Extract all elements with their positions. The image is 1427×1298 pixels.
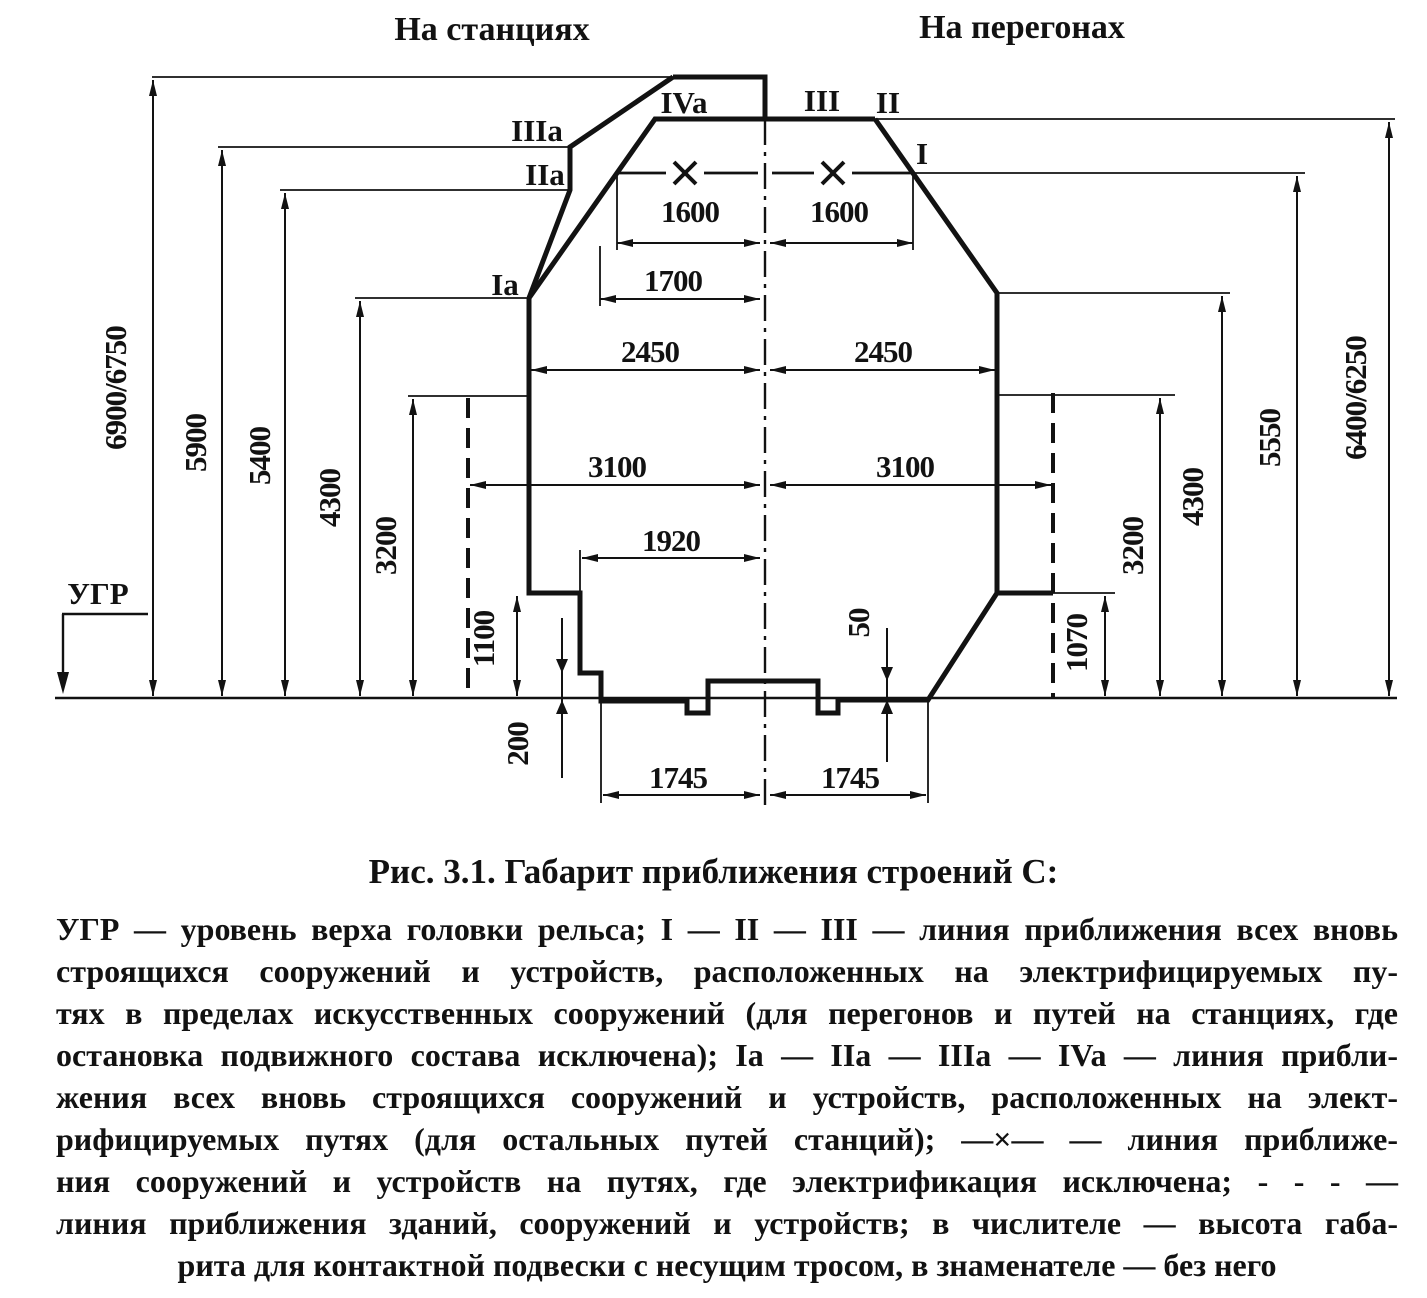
dim-1700: 1700 <box>644 263 702 298</box>
dim-1745-right: 1745 <box>821 760 879 795</box>
dim-1600-right: 1600 <box>810 194 868 229</box>
dim-1070: 1070 <box>1059 614 1094 672</box>
dim-3200-left: 3200 <box>368 517 403 575</box>
horizontal-dimension-labels <box>588 194 935 795</box>
legend-line: ния сооружений и устройств на путях, где электрификация исключена; - - - — <box>56 1163 1398 1199</box>
dim-1600-left: 1600 <box>661 194 719 229</box>
dim-4300-left: 4300 <box>312 469 347 527</box>
dim-6400-6250: 6400/6250 <box>1338 336 1373 460</box>
label-III: III <box>803 83 841 118</box>
dim-3100-left: 3100 <box>588 449 646 484</box>
x-mark-icon <box>822 162 844 184</box>
dim-3100-right: 3100 <box>876 449 934 484</box>
vertical-dimension-labels <box>98 326 1373 766</box>
legend-line-last: рита для контактной подвески с несущим тросом, в знаменателе — без него <box>177 1247 1277 1283</box>
dim-50: 50 <box>841 608 876 638</box>
legend-line: строящихся сооружений и устройств, расположенных на электрифицируемых пу- <box>56 953 1398 989</box>
legend-line: тях в пределах искусственных сооружений (для перегонов и путей на станциях, где <box>56 995 1398 1031</box>
dim-4300-right: 4300 <box>1175 468 1210 526</box>
label-IIIa: IIIa <box>511 113 563 148</box>
legend-line: линия приближения зданий, сооружений и устройств; в числителе — высота габа- <box>56 1205 1398 1241</box>
dim-200: 200 <box>500 722 535 766</box>
extension-lines <box>152 77 1395 803</box>
dim-1100: 1100 <box>466 610 501 668</box>
dim-5550: 5550 <box>1252 409 1287 467</box>
dim-6900-6750: 6900/6750 <box>98 326 133 450</box>
header-left: На станциях <box>394 11 590 48</box>
dim-5400: 5400 <box>242 427 277 485</box>
dim-2450-right: 2450 <box>854 334 912 369</box>
legend-line: жения всех вновь строящихся сооружений и устройств, расположенных на элект- <box>56 1079 1398 1115</box>
label-Ia: Ia <box>491 267 519 302</box>
x-mark-icon <box>674 162 696 184</box>
ugr-leader <box>57 576 148 694</box>
dim-1745-left: 1745 <box>649 760 707 795</box>
label-IIa: IIa <box>525 157 565 192</box>
header-right: На перегонах <box>919 9 1125 46</box>
peregon-profile <box>529 119 1053 713</box>
label-I: I <box>915 136 929 171</box>
legend-line: УГР — уровень верха головки рельса; I — II — III — линия приближения всех вновь <box>56 911 1398 947</box>
building-clearance-dashed <box>468 393 1053 698</box>
dim-1920: 1920 <box>642 523 700 558</box>
figure-legend <box>56 908 1398 1286</box>
dim-3200-right: 3200 <box>1115 517 1150 575</box>
dim-2450-left: 2450 <box>621 334 679 369</box>
dim-5900: 5900 <box>178 414 213 472</box>
label-II: II <box>875 85 901 120</box>
ugr-label: УГР <box>67 576 129 611</box>
label-IVa: IVa <box>660 85 708 120</box>
down-arrow-icon <box>57 672 69 694</box>
contour-point-labels <box>491 83 928 302</box>
figure-caption: Рис. 3.1. Габарит приближения строений С: <box>368 852 1059 891</box>
legend-line: остановка подвижного состава исключена); Ia — IIa — IIIa — IVa — линия прибли- <box>56 1037 1398 1073</box>
legend-line: рифицируемых путях (для остальных путей станций); —×— — линия приближе- <box>56 1121 1398 1157</box>
